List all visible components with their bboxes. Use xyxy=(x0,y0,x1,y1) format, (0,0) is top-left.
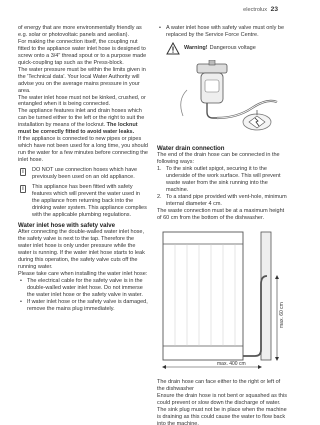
info-icon: i xyxy=(20,168,26,176)
warning-text: Dangerous voltage xyxy=(209,44,256,51)
bent-hose-paragraph: Ensure the drain hose is not bent or squashed as this could prevent or slow down the discharge of water. xyxy=(157,392,287,406)
list-item: 2. To a stand pipe provided with vent-hole, minimum internal diameter 4 cm. xyxy=(157,194,287,208)
hose-direction-paragraph: The drain hose can face either to the right or left of the dishwasher xyxy=(157,378,281,392)
drain-connection-diagram xyxy=(157,224,287,374)
replacement-bullet-list xyxy=(157,25,287,39)
care-paragraph: Please take care when installing the water inlet hose: xyxy=(18,270,148,277)
pressure-paragraph: The water pressure must be within the limits given in the 'Technical data'. Your local Water Authority will advise you on the average mains pressure in your area. xyxy=(18,66,146,94)
page-number: 23 xyxy=(270,6,278,13)
warning-box xyxy=(166,42,287,55)
care-bullet-list xyxy=(18,278,148,313)
new-pipes-paragraph: If the appliance is connected to new pipes or pipes which have not been used for a long time, you should run the water for a few minutes before connecting the inlet hose. xyxy=(18,136,148,164)
horizontal-dimension-label: max. 400 cm xyxy=(217,360,246,367)
sink-plug-paragraph: The sink plug must not be in place when the machine is draining as this could cause the water to flow back into the machine. xyxy=(157,406,287,425)
list-item: • If water inlet hose or the safety valve is damaged, remove the mains plug immediately. xyxy=(18,299,148,313)
warning-label: Warning! xyxy=(184,44,208,51)
info-icon: i xyxy=(20,185,26,193)
vertical-dimension-label: max. 60 cm xyxy=(279,302,285,328)
kink-paragraph: The water inlet hose must not be kinked, crushed, or entangled when it is being connected. xyxy=(18,94,146,108)
locknut-emphasis: The locknut must be correctly fitted to avoid water leaks. xyxy=(18,122,138,136)
safety-valve-paragraph: After connecting the double-walled water inlet hose, the safety valve is next to the tap. Therefore the water inlet hose is only under pressure while the water is running. If the water inlet hose starts to leak during this operation, the safety valve cuts off the running water. xyxy=(18,229,145,270)
section-heading-drain: Water drain connection xyxy=(157,144,225,152)
inlet-hose-valve-illustration xyxy=(157,60,287,140)
list-item: 1. To the sink outlet spigot, securing it to the underside of the work surface. This will prevent waste water from the sink running into the machine. xyxy=(157,166,281,194)
left-column xyxy=(18,25,148,313)
right-column xyxy=(157,25,287,425)
drain-step-list xyxy=(157,166,287,208)
note-safety-features: i This appliance has been fitted with safety features which will prevent the water used in the appliance from returning back into the drinking water system. This appliance complies with the applicable plumbing regulations. xyxy=(18,184,148,219)
locknut-paragraph: The appliance features inlet and drain hoses which can be turned either to the left or the right to suit the installation by means of the locknut. The locknut must be correctly fitted to avoid water leaks. xyxy=(18,108,145,136)
section-heading-inlet-hose: Water inlet hose with safety valve xyxy=(18,221,115,229)
note-old-hoses: i DO NOT use connection hoses which have previously been used on an old appliance. xyxy=(18,167,148,181)
drain-intro-paragraph: The end of the drain hose can be connected in the following ways: xyxy=(157,152,280,166)
max-height-paragraph: The waste connection must be at a maximum height of 60 cm from the bottom of the dishwasher. xyxy=(157,207,285,221)
coupling-paragraph: For making the connection itself, the coupling nut fitted to the appliance water inlet hose is designed to screw onto a 3/4" thread spout or to a purpose made quick-coupling tap such as the Press-block. xyxy=(18,38,147,66)
warning-triangle-icon xyxy=(166,42,180,55)
list-item: • The electrical cable for the safety valve is in the double-walled water inlet hose. Do not immerse the water inlet hose or the safety valve in water. xyxy=(18,278,148,299)
page-header xyxy=(243,6,278,13)
brand-name: electrolux xyxy=(243,7,268,13)
list-item: • A water inlet hose with safety valve must only be replaced by the Service Force Centre. xyxy=(157,25,287,39)
intro-paragraph: of energy that are more environmentally friendly as e.g. solar or photovoltaic panels and aeolian). xyxy=(18,25,142,38)
